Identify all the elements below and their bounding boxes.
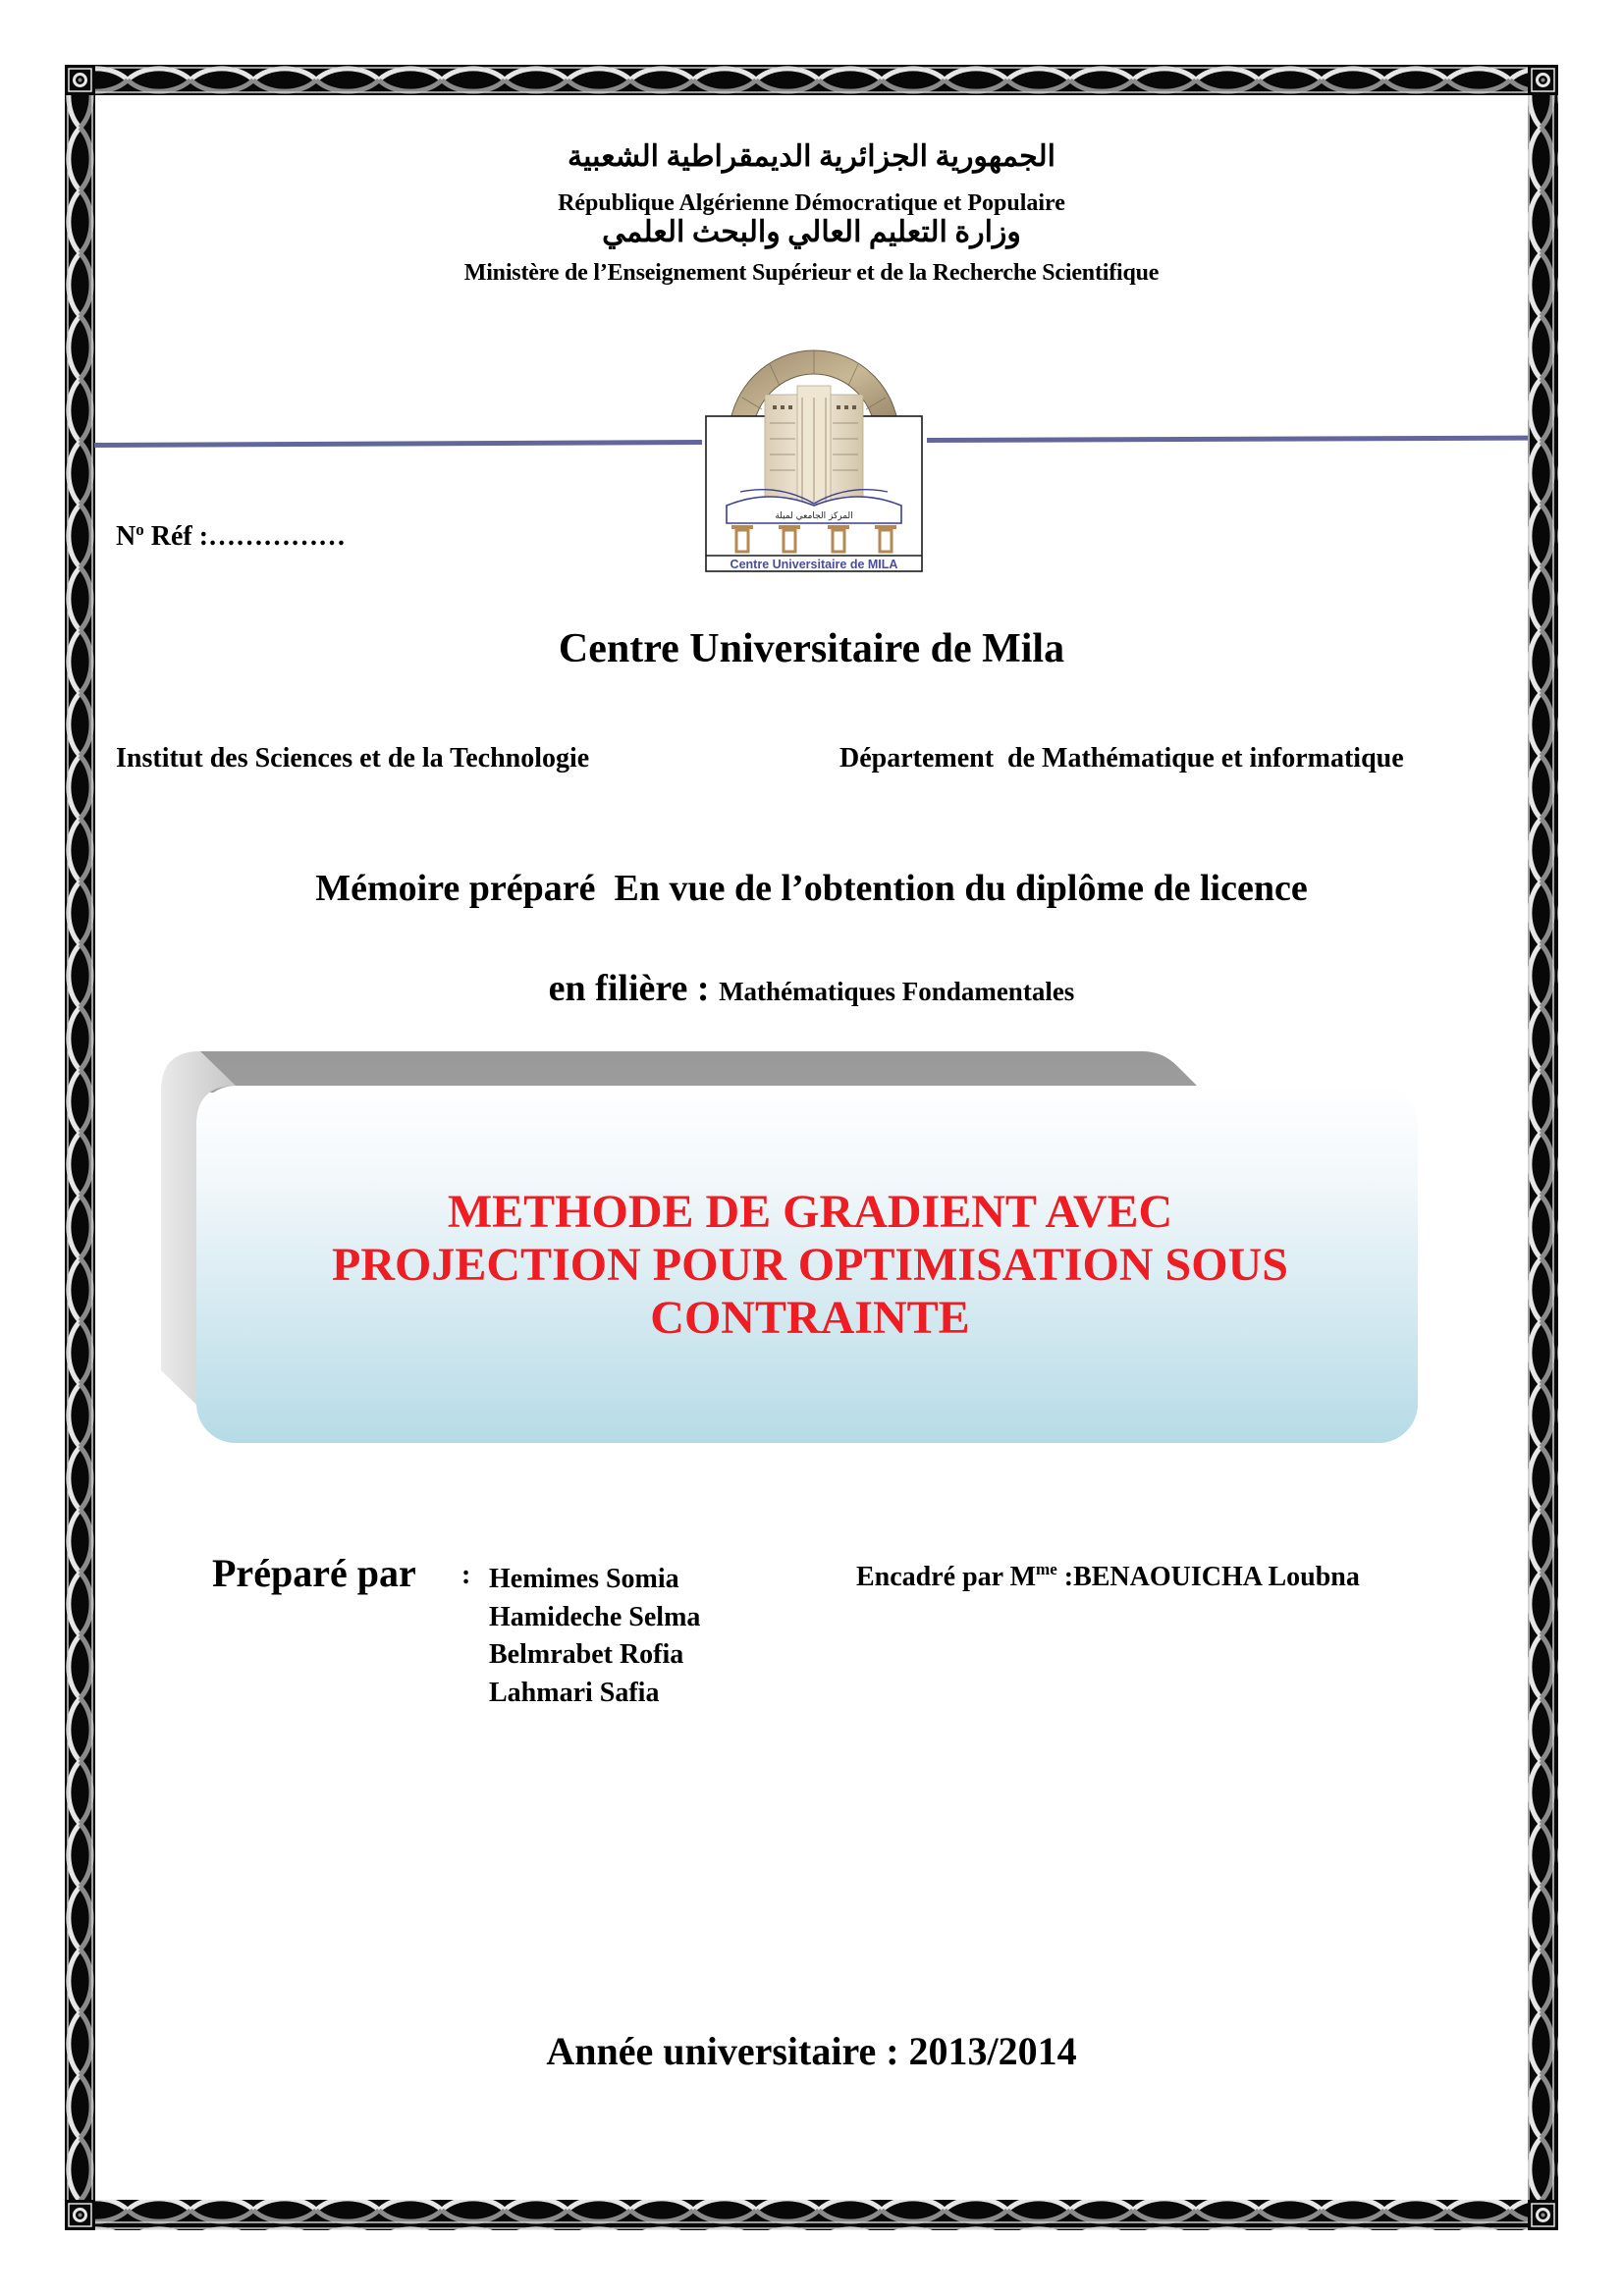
logo-arabic-label: المركز الجامعي لميلة xyxy=(775,511,853,521)
supervisor-sup: me xyxy=(1036,1560,1057,1578)
academic-year: Année universitaire : 2013/2014 xyxy=(546,2029,1077,2073)
author-name: Lahmari Safia xyxy=(489,1677,660,1708)
header-arabic-ministry: وزارة التعليم العالي والبحث العلمي xyxy=(602,216,1021,248)
reference-text: Réf :…………… xyxy=(143,521,347,552)
university-logo xyxy=(701,329,927,574)
author-name: Hamideche Selma xyxy=(489,1601,701,1632)
reference-prefix: N xyxy=(116,521,136,552)
supervisor-line xyxy=(856,1561,1360,1594)
corner-ornament-tl xyxy=(65,65,95,95)
authors-list xyxy=(489,1561,700,1712)
corner-ornament-bl xyxy=(65,2200,95,2230)
thesis-title-line: CONTRAINTE xyxy=(650,1292,970,1344)
border-left xyxy=(65,95,95,2200)
filiere-label: en filière : xyxy=(548,968,720,1009)
institution-name: Centre Universitaire de Mila xyxy=(558,626,1065,671)
institut-label: Institut des Sciences et de la Technologie xyxy=(116,743,590,774)
author-name: Belmrabet Rofia xyxy=(489,1639,684,1670)
border-bottom xyxy=(95,2200,1528,2230)
supervisor-prefix: Encadré par M xyxy=(856,1562,1037,1592)
filiere-value: Mathématiques Fondamentales xyxy=(719,977,1075,1006)
header-arabic-republic: الجمهورية الجزائرية الديمقراطية الشعبية xyxy=(568,140,1055,173)
supervisor-name: :BENAOUICHA Loubna xyxy=(1056,1562,1360,1592)
reference-number xyxy=(116,520,346,554)
thesis-title-line: METHODE DE GRADIENT AVEC xyxy=(447,1186,1173,1238)
thesis-title xyxy=(201,1186,1419,1345)
logo-label: Centre Universitaire de MILA xyxy=(730,558,898,571)
header-ministry-fr: Ministère de l’Enseignement Supérieur et de la Recherche Scientifique xyxy=(463,260,1160,286)
thesis-title-line: PROJECTION POUR OPTIMISATION SOUS xyxy=(332,1239,1288,1291)
border-top xyxy=(95,65,1528,95)
border-right xyxy=(1528,95,1558,2200)
prepared-by-colon: : xyxy=(461,1560,471,1590)
corner-ornament-br xyxy=(1528,2200,1558,2230)
memoire-line: Mémoire préparé En vue de l’obtention du diplôme de licence xyxy=(315,868,1308,909)
reference-sup: o xyxy=(135,520,144,539)
header-republic-fr: République Algérienne Démocratique et Populaire xyxy=(558,190,1065,216)
departement-label: Département de Mathématique et informatique xyxy=(839,743,1404,774)
author-name: Hemimes Somia xyxy=(489,1564,679,1594)
prepared-by-label: Préparé par xyxy=(212,1551,416,1595)
corner-ornament-tr xyxy=(1528,65,1558,95)
filiere-line xyxy=(0,966,1623,1019)
